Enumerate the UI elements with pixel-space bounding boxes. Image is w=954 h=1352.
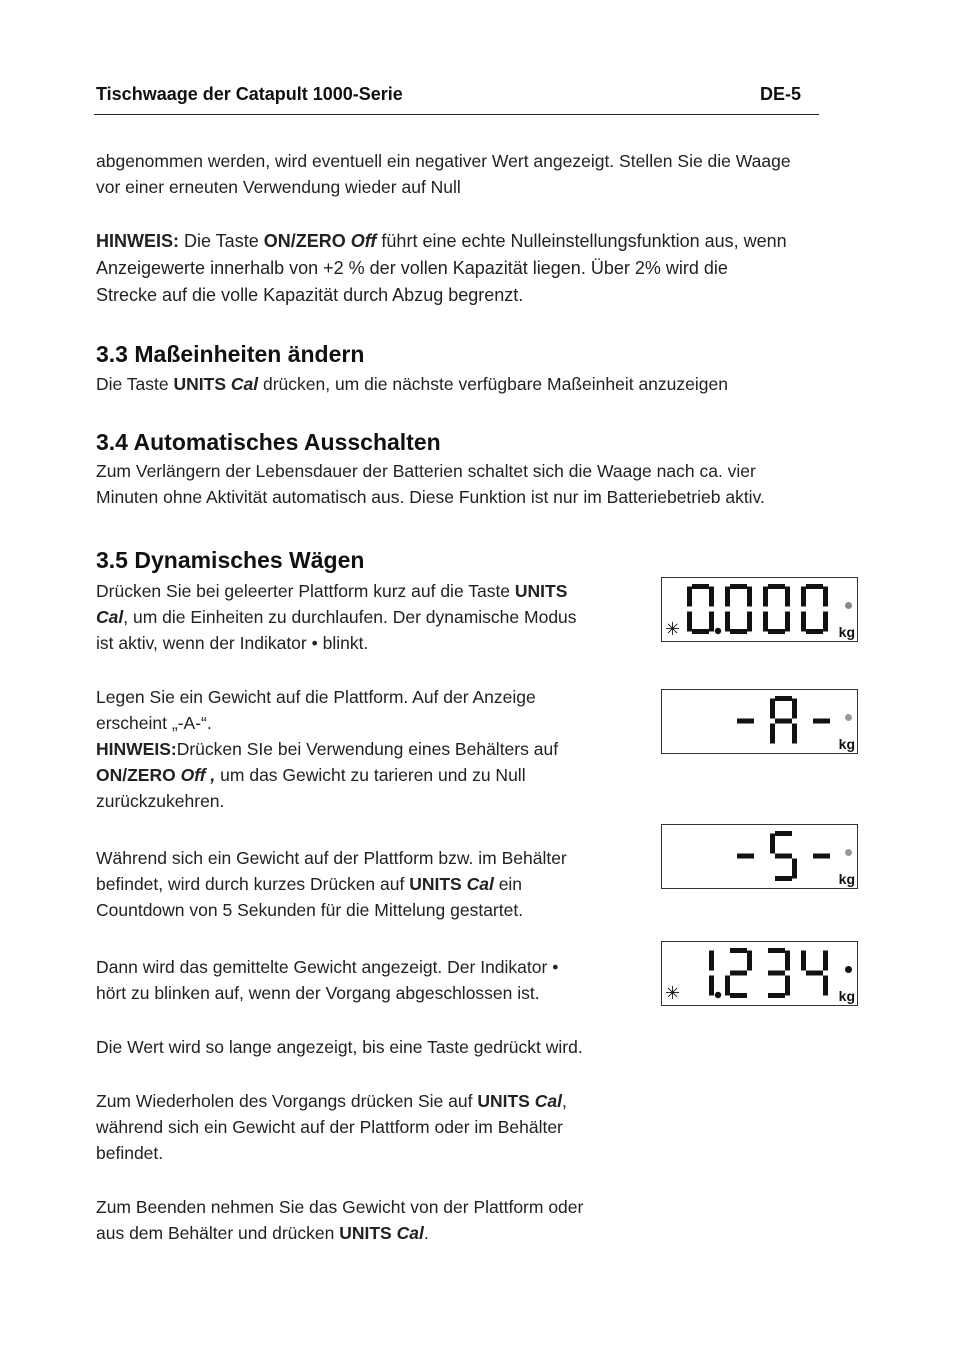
unit-label: kg [838, 624, 855, 640]
lcd-segment [806, 971, 823, 976]
section-heading-3-5: 3.5 Dynamisches Wägen [96, 547, 365, 573]
stability-star-icon: ✳ [665, 619, 681, 639]
dynamic-para-2: Legen Sie ein Gewicht auf die Plattform. Auf der Anzeige erscheint „-A-“. HINWEIS:Drücken SIe bei Verwendung eines Behälters auf ON/ZERO Off , um das Gewicht zu tarieren und zu Null zurückzukehren. [96, 687, 559, 811]
lcd-segment [792, 859, 797, 879]
dynamic-para-6: Zum Wiederholen des Vorgangs drücken Sie auf UNITS Cal, während sich ein Gewicht auf der Plattform oder im Behälter befindet. [96, 1091, 567, 1163]
lcd-segment [737, 854, 754, 859]
note-paragraph: HINWEIS: Die Taste ON/ZERO Off führt eine echte Nulleinstellungsfunktion aus, wenn Anzeigewerte innerhalb von +2 % der vollen Kapazität liegen. Über 2% wird die Strecke auf die volle Kapazität durch Abzug begrenzt. [96, 231, 787, 305]
lcd-segment [768, 993, 785, 998]
lcd-segment [801, 587, 806, 607]
dynamic-para-3: Während sich ein Gewicht auf der Plattform bzw. im Behälter befindet, wird durch kurzes Drücken auf UNITS Cal ein Countdown von 5 Sekunden für die Mittelung gestartet. [96, 848, 567, 920]
lcd-segment [770, 834, 775, 854]
lcd-segment [692, 629, 709, 634]
lcd-segment [770, 699, 775, 719]
lcd-display-countdown [661, 824, 858, 889]
dynamic-para-4: Dann wird das gemittelte Gewicht angezeigt. Der Indikator • hört zu blinken auf, wenn der Vorgang abgeschlossen ist. [96, 957, 559, 1003]
lcd-segment [801, 612, 806, 632]
lcd-segment [775, 876, 792, 881]
lcd-segment [785, 951, 790, 971]
lcd-segment [785, 587, 790, 607]
lcd-segment [709, 976, 714, 996]
lcd-segment [775, 696, 792, 701]
lcd-segment [747, 587, 752, 607]
dynamic-para-7: Zum Beenden nehmen Sie das Gewicht von der Plattform oder aus dem Behälter und drücken UNITS Cal. [96, 1197, 584, 1243]
lcd-segment [823, 951, 828, 971]
lcd-segment [768, 948, 785, 953]
lcd-digits [662, 825, 857, 888]
lcd-segment [730, 948, 747, 953]
lcd-segment [709, 612, 714, 632]
intro-paragraph: abgenommen werden, wird eventuell ein negativer Wert angezeigt. Stellen Sie die Waage vor einer erneuten Verwendung wieder auf Null [96, 151, 791, 197]
page-number: DE-5 [760, 84, 802, 104]
lcd-segment [770, 724, 775, 744]
dynamic-indicator-dot [845, 602, 852, 609]
header-title: Tischwaage der Catapult 1000-Serie [96, 84, 403, 104]
lcd-segment [725, 612, 730, 632]
lcd-segment [792, 724, 797, 744]
header-rule [94, 114, 819, 115]
lcd-display-result [661, 941, 858, 1006]
lcd-segment [768, 971, 785, 976]
lcd-segment [709, 587, 714, 607]
lcd-segment [823, 976, 828, 996]
lcd-segment [775, 854, 792, 859]
section-heading-3-4: 3.4 Automatisches Ausschalten [96, 429, 441, 455]
lcd-segment [813, 719, 830, 724]
section-3-3-text: Die Taste UNITS Cal drücken, um die nächste verfügbare Maßeinheit anzuzeigen [96, 374, 728, 394]
lcd-segment [687, 587, 692, 607]
stability-star-icon: ✳ [665, 983, 681, 1003]
lcd-segment [785, 612, 790, 632]
lcd-segment [725, 587, 730, 607]
lcd-segment [730, 993, 747, 998]
lcd-segment [763, 612, 768, 632]
lcd-segment [823, 612, 828, 632]
unit-label: kg [838, 736, 855, 752]
lcd-segment [768, 584, 785, 589]
lcd-display-zero [661, 577, 858, 642]
lcd-segment [730, 971, 747, 976]
lcd-segment [747, 951, 752, 971]
lcd-segment [692, 584, 709, 589]
lcd-segment [801, 951, 806, 971]
lcd-digits [662, 578, 857, 641]
lcd-segment [747, 612, 752, 632]
lcd-segment [823, 587, 828, 607]
lcd-segment [730, 584, 747, 589]
lcd-segment [730, 629, 747, 634]
section-heading-3-3: 3.3 Maßeinheiten ändern [96, 341, 365, 367]
lcd-segment [775, 719, 792, 724]
unit-label: kg [838, 988, 855, 1004]
dynamic-indicator-dot [845, 714, 852, 721]
dynamic-para-5: Die Wert wird so lange angezeigt, bis eine Taste gedrückt wird. [96, 1037, 583, 1057]
dynamic-para-1: Drücken Sie bei geleerter Plattform kurz auf die Taste UNITS Cal, um die Einheiten zu durchlaufen. Der dynamische Modus ist aktiv, wenn der Indikator • blinkt. [96, 581, 577, 653]
lcd-display-a [661, 689, 858, 754]
dynamic-indicator-dot [845, 849, 852, 856]
lcd-digits [662, 942, 857, 1005]
lcd-segment [806, 584, 823, 589]
dynamic-indicator-dot [845, 966, 852, 973]
lcd-segment [763, 587, 768, 607]
lcd-segment [709, 951, 714, 971]
decimal-point [715, 628, 721, 634]
lcd-digits [662, 690, 857, 753]
lcd-segment [813, 854, 830, 859]
lcd-segment [725, 976, 730, 996]
lcd-segment [785, 976, 790, 996]
lcd-segment [737, 719, 754, 724]
decimal-point [715, 992, 721, 998]
lcd-segment [687, 612, 692, 632]
lcd-segment [768, 629, 785, 634]
section-3-4-text: Zum Verlängern der Lebensdauer der Batterien schaltet sich die Waage nach ca. vier Minuten ohne Aktivität automatisch aus. Diese Funktion ist nur im Batteriebetrieb aktiv. [96, 461, 765, 507]
lcd-segment [806, 629, 823, 634]
lcd-segment [775, 831, 792, 836]
unit-label: kg [838, 871, 855, 887]
lcd-segment [792, 699, 797, 719]
